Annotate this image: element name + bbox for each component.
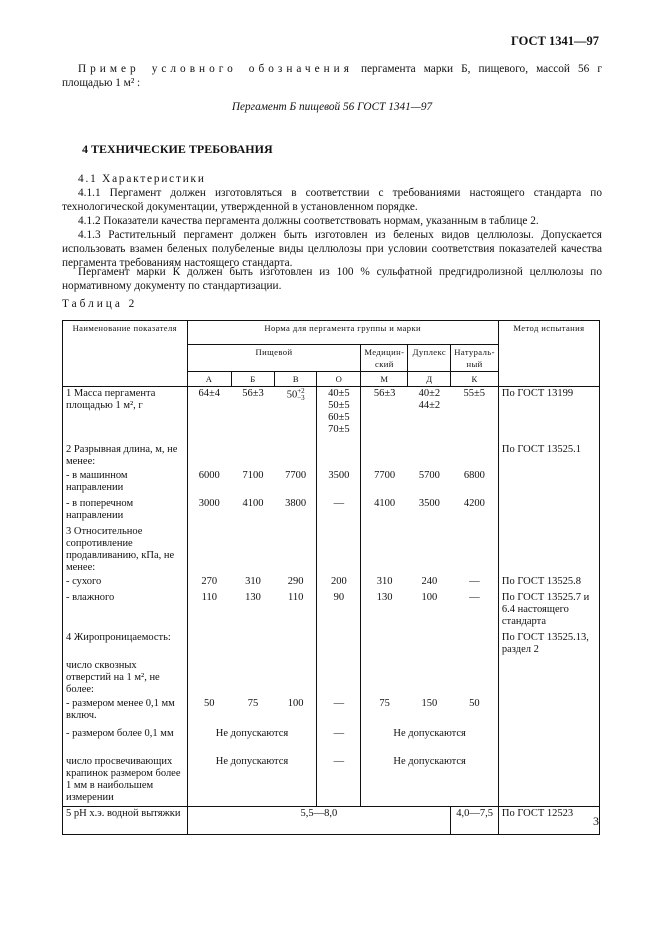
intro-spaced-text: Пример условного обозначения	[78, 63, 353, 75]
paragraph-4-1: 4.1 Характеристики	[78, 173, 206, 185]
mark-m: М	[361, 372, 408, 387]
table-row: - в поперечном направлении 3000 4100 3800 — 4100 3500 4200	[63, 497, 600, 525]
table-row: - в машинном направлении 6000 7100 7700 3500 7700 5700 6800	[63, 469, 600, 497]
doc-header: ГОСТ 1341—97	[510, 34, 599, 48]
mark-a: А	[187, 372, 231, 387]
mark-k: К	[451, 372, 499, 387]
paragraph-mark-k: Пергамент марки К должен быть изготовлен из 100 % сульфатной предгидролизной целлюлозы по нормативному документу по стандартизации.	[62, 266, 602, 292]
mark-d: Д	[408, 372, 451, 387]
intro-paragraph	[62, 62, 602, 90]
header-food: Пищевой	[187, 345, 361, 372]
table-row: 3 Относительное сопротивление продавливанию, кПа, не менее:	[63, 525, 600, 575]
table-row: 5 pH х.э. водной вытяжки 5,5—8,0 4,0—7,5 По ГОСТ 12523	[63, 807, 600, 835]
header-natural: Натураль-ный	[451, 345, 499, 372]
paragraph-4-1-2: 4.1.2 Показатели качества пергамента должны соответствовать нормам, указанным в таблице 2.	[78, 215, 539, 227]
table-row: число сквозных отверстий на 1 м², не более:	[63, 659, 600, 697]
table-row: 4 Жиропроницаемость: По ГОСТ 13525.13, раздел 2	[63, 631, 600, 659]
header-indicator-name: Наименование показателя	[63, 321, 188, 387]
paragraph-4-1-3: 4.1.3 Растительный пергамент должен быть изготовлен из беленых видов целлюлозы. Допускается использовать взамен беленых полубеленые виды целлюлозы при условии соответствия показателей качества пергамента требованиям настоящего стандарта.	[62, 229, 602, 269]
table-row: - сухого 270 310 290 200 310 240 — По ГОСТ 13525.8	[63, 575, 600, 591]
mark-o: О	[317, 372, 361, 387]
section-title: 4 ТЕХНИЧЕСКИЕ ТРЕБОВАНИЯ	[82, 142, 273, 156]
header-medical: Медицин-ский	[361, 345, 408, 372]
mark-b: Б	[231, 372, 275, 387]
page-number: 3	[593, 814, 599, 828]
designation-example: Пергамент Б пищевой 56 ГОСТ 1341—97	[231, 101, 433, 113]
header-test-method: Метод испытания	[498, 321, 599, 387]
table-row: 1 Масса пергамента площадью 1 м², г 64±4 56±3 50+2 −3 40±5 50±5 60±5 70±5 56±3 40±2 44±2 55±5 По ГОСТ 13199	[63, 387, 600, 443]
table-row: 2 Разрывная длина, м, не менее: По ГОСТ 13525.1	[63, 443, 600, 469]
paragraph-4-1-1: 4.1.1 Пергамент должен изготовляться в соответствии с требованиями настоящего стандарта по технологической документации, утвержденной в установленном порядке.	[62, 187, 602, 213]
intro-rest-text: пергамента марки Б, пищевого, массой 56 г площадью 1 м² :	[62, 63, 603, 89]
mark-v: В	[275, 372, 317, 387]
table-caption: Таблица 2	[62, 298, 138, 310]
quality-table	[62, 320, 600, 835]
table-row: - влажного 110 130 110 90 130 100 — По ГОСТ 13525.7 и 6.4 настоящего стандарта	[63, 591, 600, 631]
table-row: - размером более 0,1 мм Не допускаются — Не допускаются	[63, 727, 600, 755]
header-duplex: Дуплекс	[408, 345, 451, 372]
header-norm: Норма для пергамента группы и марки	[187, 321, 498, 345]
table-row: число просвечивающих крапинок размером более 1 мм в наибольшем измерении Не допускаются — Не допускаются	[63, 755, 600, 807]
table-row: - размером менее 0,1 мм включ. 50 75 100 — 75 150 50	[63, 697, 600, 727]
